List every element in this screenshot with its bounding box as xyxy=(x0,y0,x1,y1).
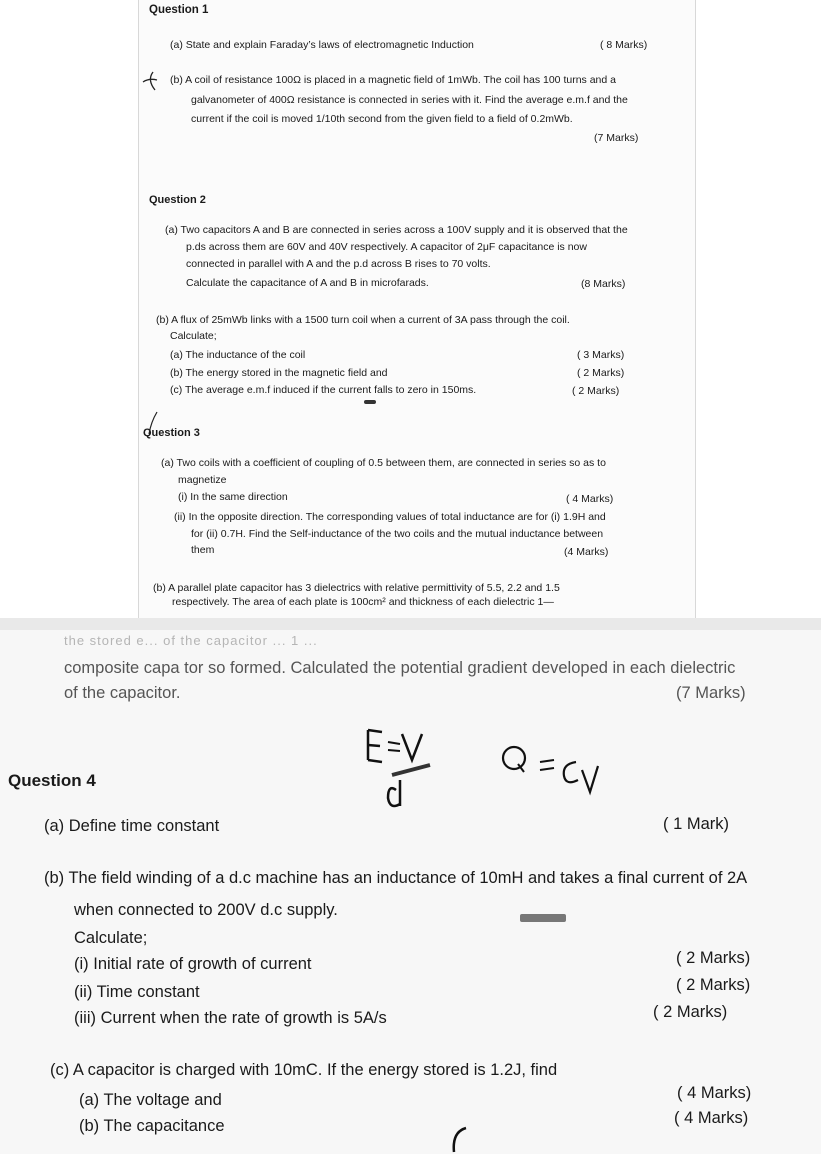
q4c-a: (a) The voltage and xyxy=(79,1091,222,1109)
q4b-calc: Calculate; xyxy=(74,929,148,947)
q3-cont-line2: of the capacitor. xyxy=(64,684,181,702)
q4b-i-marks: ( 2 Marks) xyxy=(676,949,751,967)
q2b-calc: Calculate; xyxy=(170,330,217,342)
q3-faded-line: the stored e... of the capacitor ... 1 ... xyxy=(64,633,318,648)
q2b-iii: (c) The average e.m.f induced if the current falls to zero in 150ms. xyxy=(170,384,477,396)
q3-cont-marks: (7 Marks) xyxy=(676,684,746,702)
q4b-ii-marks: ( 2 Marks) xyxy=(676,976,751,994)
q4a-text: (a) Define time constant xyxy=(44,817,220,835)
question-3-title: Question 3 xyxy=(143,427,200,439)
q3a-i: (i) In the same direction xyxy=(178,491,288,503)
q2a-line1: (a) Two capacitors A and B are connected in series across a 100V supply and it is observed that the xyxy=(165,224,628,236)
q2a-line4: Calculate the capacitance of A and B in microfarads. xyxy=(186,277,429,289)
q2b-i-marks: ( 3 Marks) xyxy=(577,349,625,361)
pen-mark-q1b xyxy=(141,68,163,94)
q3a-i-marks: ( 4 Marks) xyxy=(566,493,614,505)
q4b-ii: (ii) Time constant xyxy=(74,983,200,1001)
q4b-line1: (b) The field winding of a d.c machine has an inductance of 10mH and takes a final current of 2A xyxy=(44,869,748,887)
q4c-b: (b) The capacitance xyxy=(79,1117,225,1135)
handwritten-q-equals-cv xyxy=(496,740,606,800)
q2b-ii-marks: ( 2 Marks) xyxy=(577,367,625,379)
pen-mark-bottom xyxy=(448,1124,470,1154)
q4b-i: (i) Initial rate of growth of current xyxy=(74,955,312,973)
q4c-line1: (c) A capacitor is charged with 10mC. If the energy stored is 1.2J, find xyxy=(50,1061,558,1079)
q3a-ii-line3: them xyxy=(191,544,215,556)
q1b-marks: (7 Marks) xyxy=(594,132,639,144)
q4b-line2: when connected to 200V d.c supply. xyxy=(74,901,338,919)
q4a-marks: ( 1 Mark) xyxy=(663,815,729,833)
q2a-line3: connected in parallel with A and the p.d across B rises to 70 volts. xyxy=(186,258,491,270)
exam-page-bottom xyxy=(0,630,821,1154)
q1a-marks: ( 8 Marks) xyxy=(600,39,648,51)
q1b-line1: (b) A coil of resistance 100Ω is placed in a magnetic field of 1mWb. The coil has 100 turns and a xyxy=(170,74,616,86)
q1b-line2: galvanometer of 400Ω resistance is connected in series with it. Find the average e.m.f and the xyxy=(191,94,628,106)
q3a-ii-line2: for (ii) 0.7H. Find the Self-inductance of the two coils and the mutual inductance between xyxy=(191,528,604,540)
q3-cont-line1: composite capa tor so formed. Calculated the potential gradient developed in each dielectric xyxy=(64,659,736,677)
question-4-title: Question 4 xyxy=(8,771,96,790)
question-2-title: Question 2 xyxy=(149,194,206,206)
ink-smudge xyxy=(364,400,376,404)
question-1-title: Question 1 xyxy=(149,4,209,16)
pen-mark-q3 xyxy=(145,410,161,436)
q2b-line1: (b) A flux of 25mWb links with a 1500 turn coil when a current of 3A pass through the coil. xyxy=(156,314,570,326)
q2a-marks: (8 Marks) xyxy=(581,278,626,290)
q2b-ii: (b) The energy stored in the magnetic field and xyxy=(170,367,388,379)
q2b-iii-marks: ( 2 Marks) xyxy=(572,385,620,397)
ink-smudge-q4b xyxy=(520,914,566,922)
exam-page-top xyxy=(138,0,696,618)
q3a-ii-line1: (ii) In the opposite direction. The corresponding values of total inductance are for (i) 1.9H and xyxy=(174,511,606,523)
q3b-line1: (b) A parallel plate capacitor has 3 dielectrics with relative permittivity of 5.5, 2.2 and 1.5 xyxy=(153,582,560,594)
q3a-line2: magnetize xyxy=(178,474,227,486)
q2b-i: (a) The inductance of the coil xyxy=(170,349,306,361)
q1b-line3: current if the coil is moved 1/10th second from the given field to a field of 0.2mWb. xyxy=(191,113,573,125)
q3a-line1: (a) Two coils with a coefficient of coupling of 0.5 between them, are connected in series so as to xyxy=(161,457,606,469)
q3a-ii-marks: (4 Marks) xyxy=(564,546,609,558)
q3b-line2: respectively. The area of each plate is 100cm² and thickness of each dielectric 1— xyxy=(172,596,554,608)
q4c-b-marks: ( 4 Marks) xyxy=(674,1109,749,1127)
q4b-iii: (iii) Current when the rate of growth is 5A/s xyxy=(74,1009,387,1027)
q4c-a-marks: ( 4 Marks) xyxy=(677,1084,752,1102)
q1a-text: (a) State and explain Faraday’s laws of electromagnetic Induction xyxy=(170,39,474,51)
handwritten-e-equals-v-over-d xyxy=(360,720,440,820)
q2a-line2: p.ds across them are 60V and 40V respectively. A capacitor of 2μF capacitance is now xyxy=(186,241,587,253)
q4b-iii-marks: ( 2 Marks) xyxy=(653,1003,728,1021)
